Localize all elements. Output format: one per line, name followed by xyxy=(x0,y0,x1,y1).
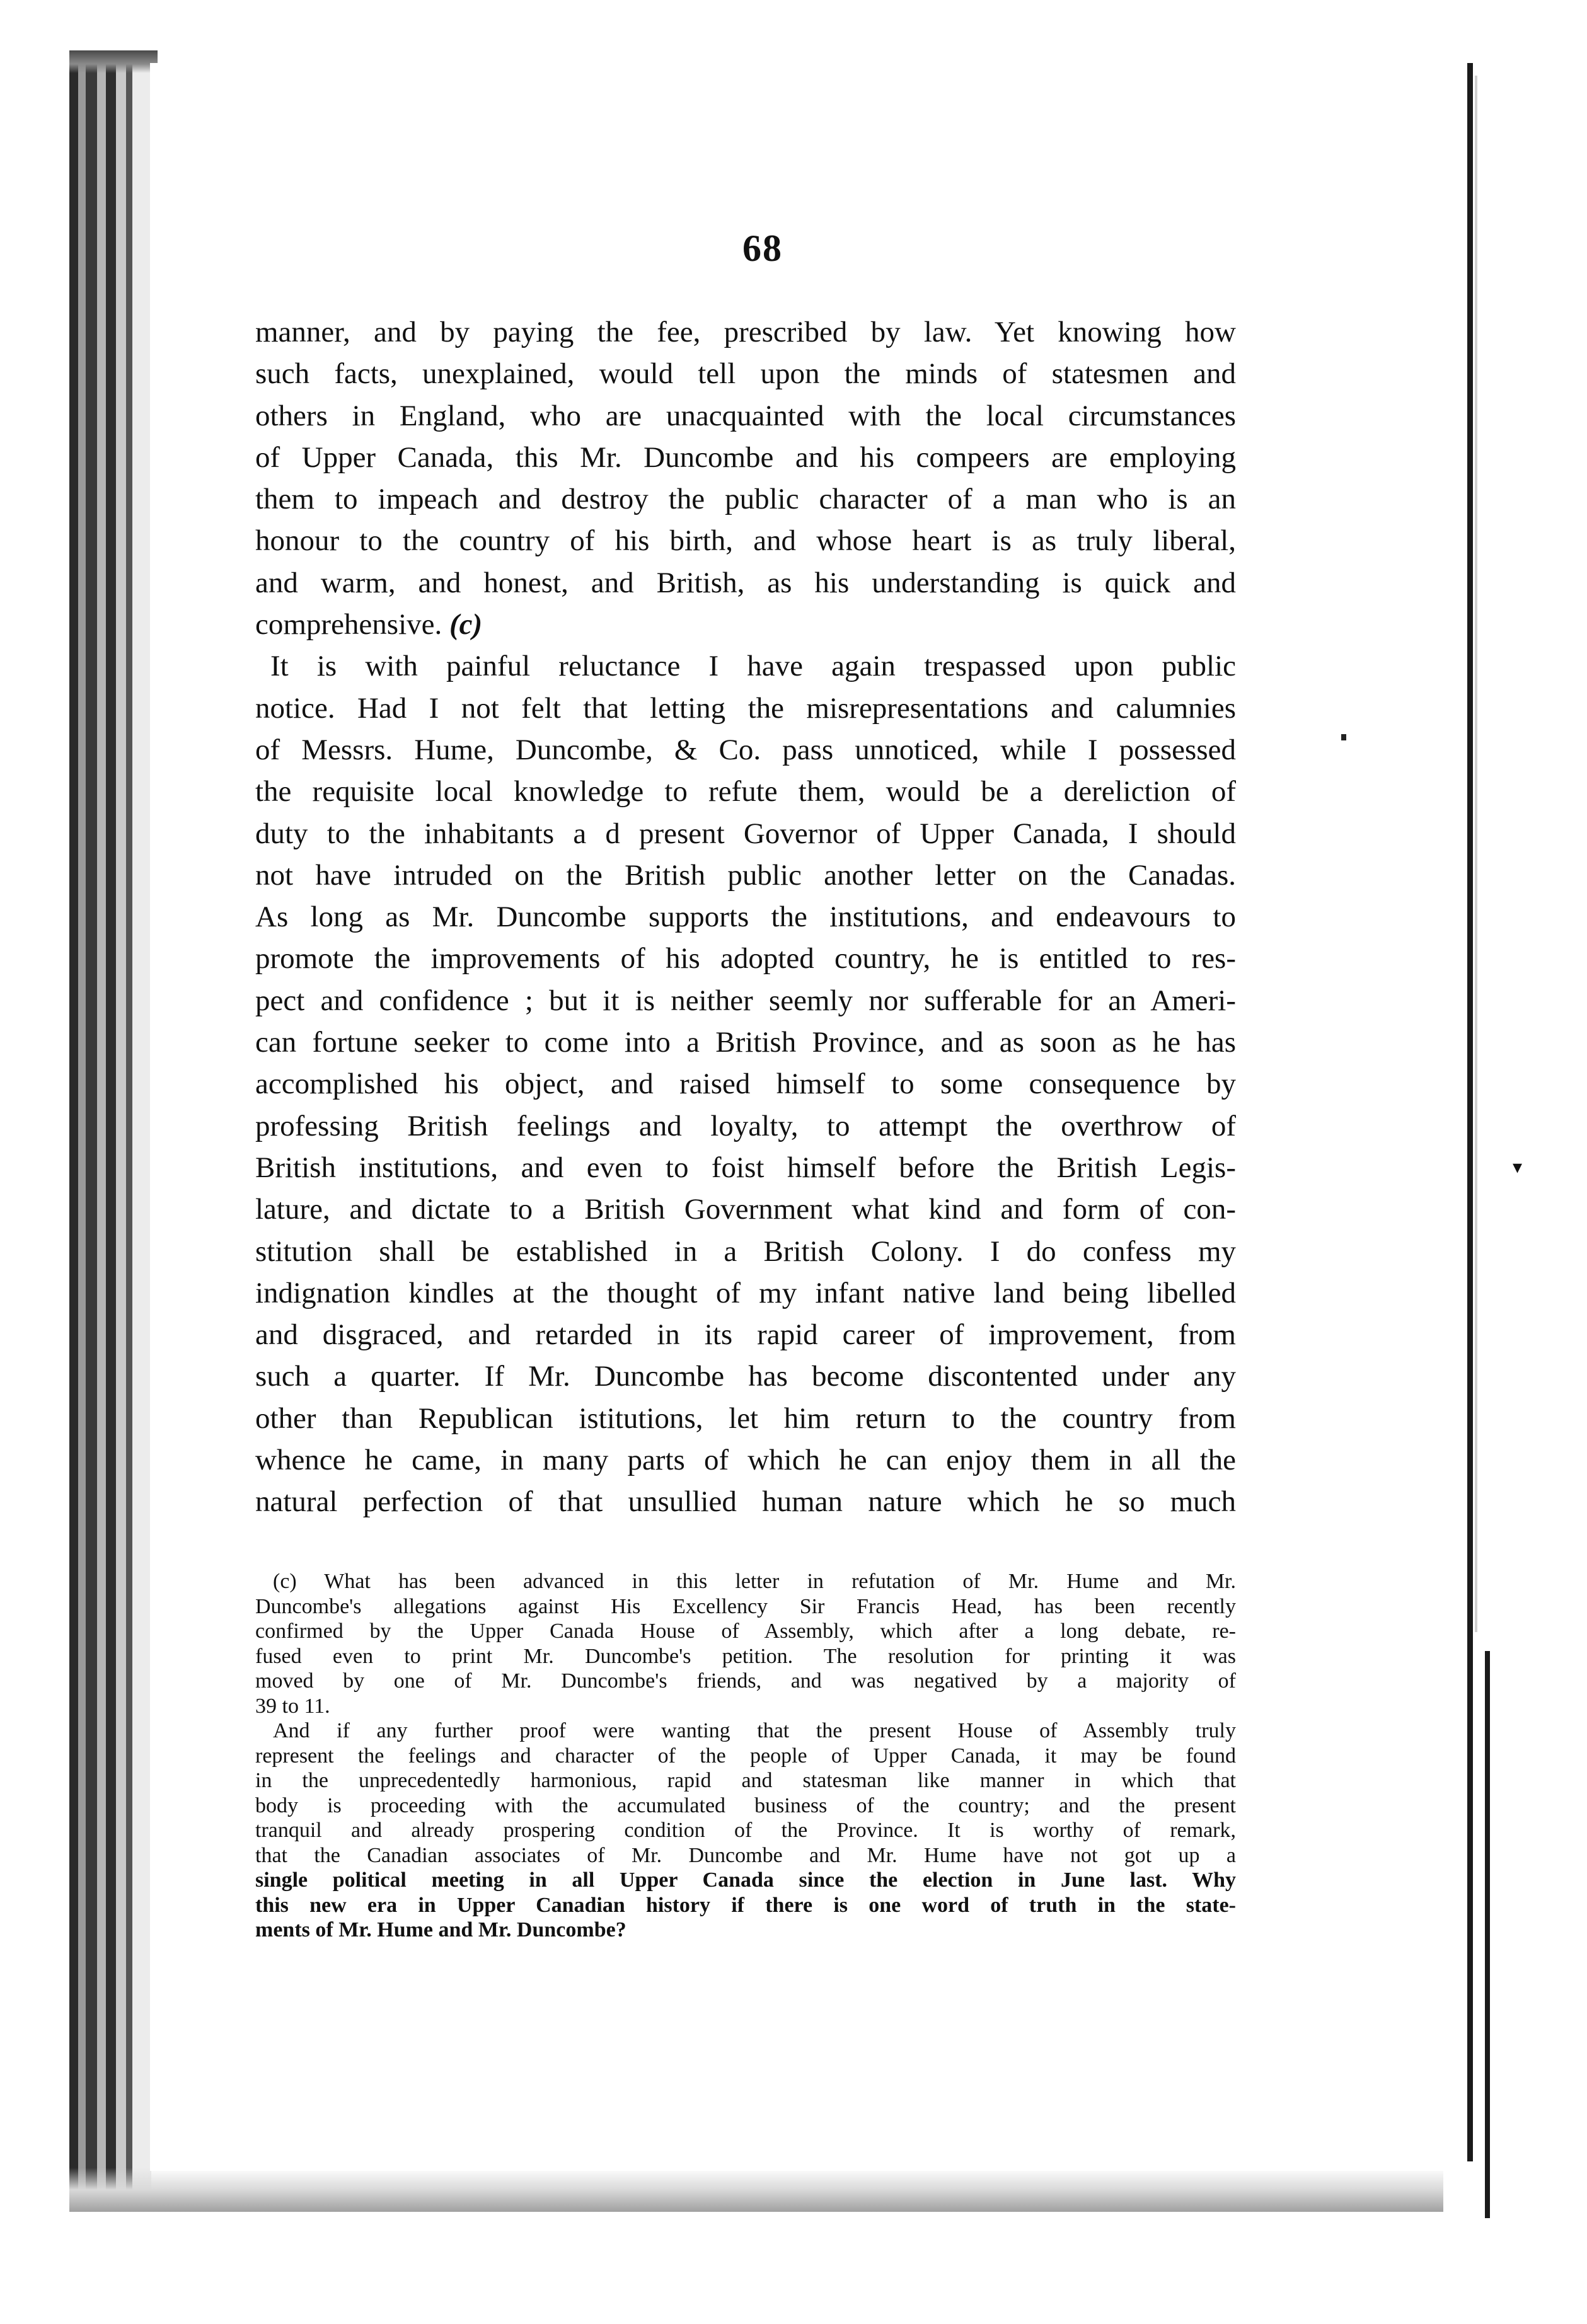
body-line: other than Republican istitutions, let him return to the country from xyxy=(255,1401,1236,1435)
footnote-line: moved by one of Mr. Duncombe's friends, and was negatived by a majority of xyxy=(255,1669,1236,1693)
footnote-line: ments of Mr. Hume and Mr. Duncombe? xyxy=(255,1918,626,1941)
body-line: them to impeach and destroy the public character of a man who is an xyxy=(255,483,1236,516)
body-line: natural perfection of that unsullied human nature which he so much xyxy=(255,1485,1236,1519)
body-line: whence he came, in many parts of which he can enjoy them in all the xyxy=(255,1444,1236,1477)
margin-mark: ▾ xyxy=(1513,1157,1523,1178)
footnote-line: in the unprecedentedly harmonious, rapid and statesman like manner in which that xyxy=(255,1769,1236,1792)
footnote-line: 39 to 11. xyxy=(255,1694,330,1718)
body-line: promote the improvements of his adopted country, he is entitled to res- xyxy=(255,942,1236,975)
page-number: 68 xyxy=(742,227,783,269)
right-page-edge-lower xyxy=(1485,1651,1490,2218)
body-line: of Upper Canada, this Mr. Duncombe and his compeers are employing xyxy=(255,440,1236,474)
body-line: and warm, and honest, and British, as his understanding is quick and xyxy=(255,566,1236,599)
book-spine xyxy=(69,50,151,2206)
body-line: others in England, who are unacquainted with the local circumstances xyxy=(255,399,1236,432)
body-line: comprehensive. xyxy=(255,608,442,641)
body-line: As long as Mr. Duncombe supports the institutions, and endeavours to xyxy=(255,900,1236,934)
body-line: stitution shall be established in a British Colony. I do confess my xyxy=(255,1234,1236,1268)
body-line: manner, and by paying the fee, prescribed by law. Yet knowing how xyxy=(255,316,1236,348)
body-line: such a quarter. If Mr. Duncombe has become discontented under any xyxy=(255,1360,1236,1393)
body-line: not have intruded on the British public another letter on the Canadas. xyxy=(255,858,1236,892)
body-line: pect and confidence ; but it is neither seemly nor sufferable for an Ameri- xyxy=(255,984,1236,1017)
footnote-line: tranquil and already prospering condition of the Province. It is worthy of remark, xyxy=(255,1819,1236,1842)
footnote-line: fused even to print Mr. Duncombe's petition. The resolution for printing it was xyxy=(255,1644,1236,1668)
body-line: notice. Had I not felt that letting the misrepresentations and calumnies xyxy=(255,691,1236,725)
body-line: professing British feelings and loyalty, to attempt the overthrow of xyxy=(255,1109,1236,1142)
right-page-edge xyxy=(1467,63,1473,2161)
spine-shadow-top xyxy=(69,50,158,73)
body-line-with-footnote-ref xyxy=(255,604,1236,645)
right-page-edge-light xyxy=(1475,76,1477,1632)
body-line: indignation kindles at the thought of my infant native land being libelled xyxy=(255,1276,1236,1309)
footnote-line: (c) What has been advanced in this letter in refutation of Mr. Hume and Mr. xyxy=(273,1570,1236,1593)
footnote-line: that the Canadian associates of Mr. Duncombe and Mr. Hume have not got up a xyxy=(255,1843,1236,1867)
footnote-line: confirmed by the Upper Canada House of Assembly, which after a long debate, re- xyxy=(255,1619,1236,1643)
footnote-line: Duncombe's allegations against His Excellency Sir Francis Head, has been recently xyxy=(255,1594,1236,1618)
body-line: It is with painful reluctance I have again trespassed upon public xyxy=(270,650,1236,683)
footnote-line: this new era in Upper Canadian history if there is one word of truth in the state- xyxy=(255,1893,1236,1917)
body-line: honour to the country of his birth, and whose heart is as truly liberal, xyxy=(255,524,1236,558)
body-line: accomplished his object, and raised himself to some consequence by xyxy=(255,1067,1236,1101)
body-line: the requisite local knowledge to refute them, would be a dereliction of xyxy=(255,775,1236,808)
footnote-line: body is proceeding with the accumulated business of the country; and the present xyxy=(255,1793,1236,1817)
body-line: lature, and dictate to a British Government what kind and form of con- xyxy=(255,1193,1236,1226)
footnote-line: single political meeting in all Upper Canada since the election in June last. Why xyxy=(255,1868,1236,1892)
body-text xyxy=(255,311,1236,1523)
body-line: British institutions, and even to foist himself before the British Legis- xyxy=(255,1151,1236,1184)
body-line: and disgraced, and retarded in its rapid career of improvement, from xyxy=(255,1318,1236,1352)
footnote-reference: (c) xyxy=(449,608,483,641)
page-bottom-edge xyxy=(69,2168,1443,2212)
footnote-block xyxy=(255,1569,1236,1943)
body-line: duty to the inhabitants a d present Governor of Upper Canada, I should xyxy=(255,817,1236,850)
margin-speck xyxy=(1341,734,1346,740)
body-line: such facts, unexplained, would tell upon the minds of statesmen and xyxy=(255,357,1236,391)
footnote-line: represent the feelings and character of the people of Upper Canada, it may be found xyxy=(255,1744,1236,1768)
body-line: of Messrs. Hume, Duncombe, & Co. pass unnoticed, while I possessed xyxy=(255,733,1236,766)
body-line: can fortune seeker to come into a British Province, and as soon as he has xyxy=(255,1026,1236,1059)
footnote-line: And if any further proof were wanting that the present House of Assembly truly xyxy=(273,1719,1236,1742)
